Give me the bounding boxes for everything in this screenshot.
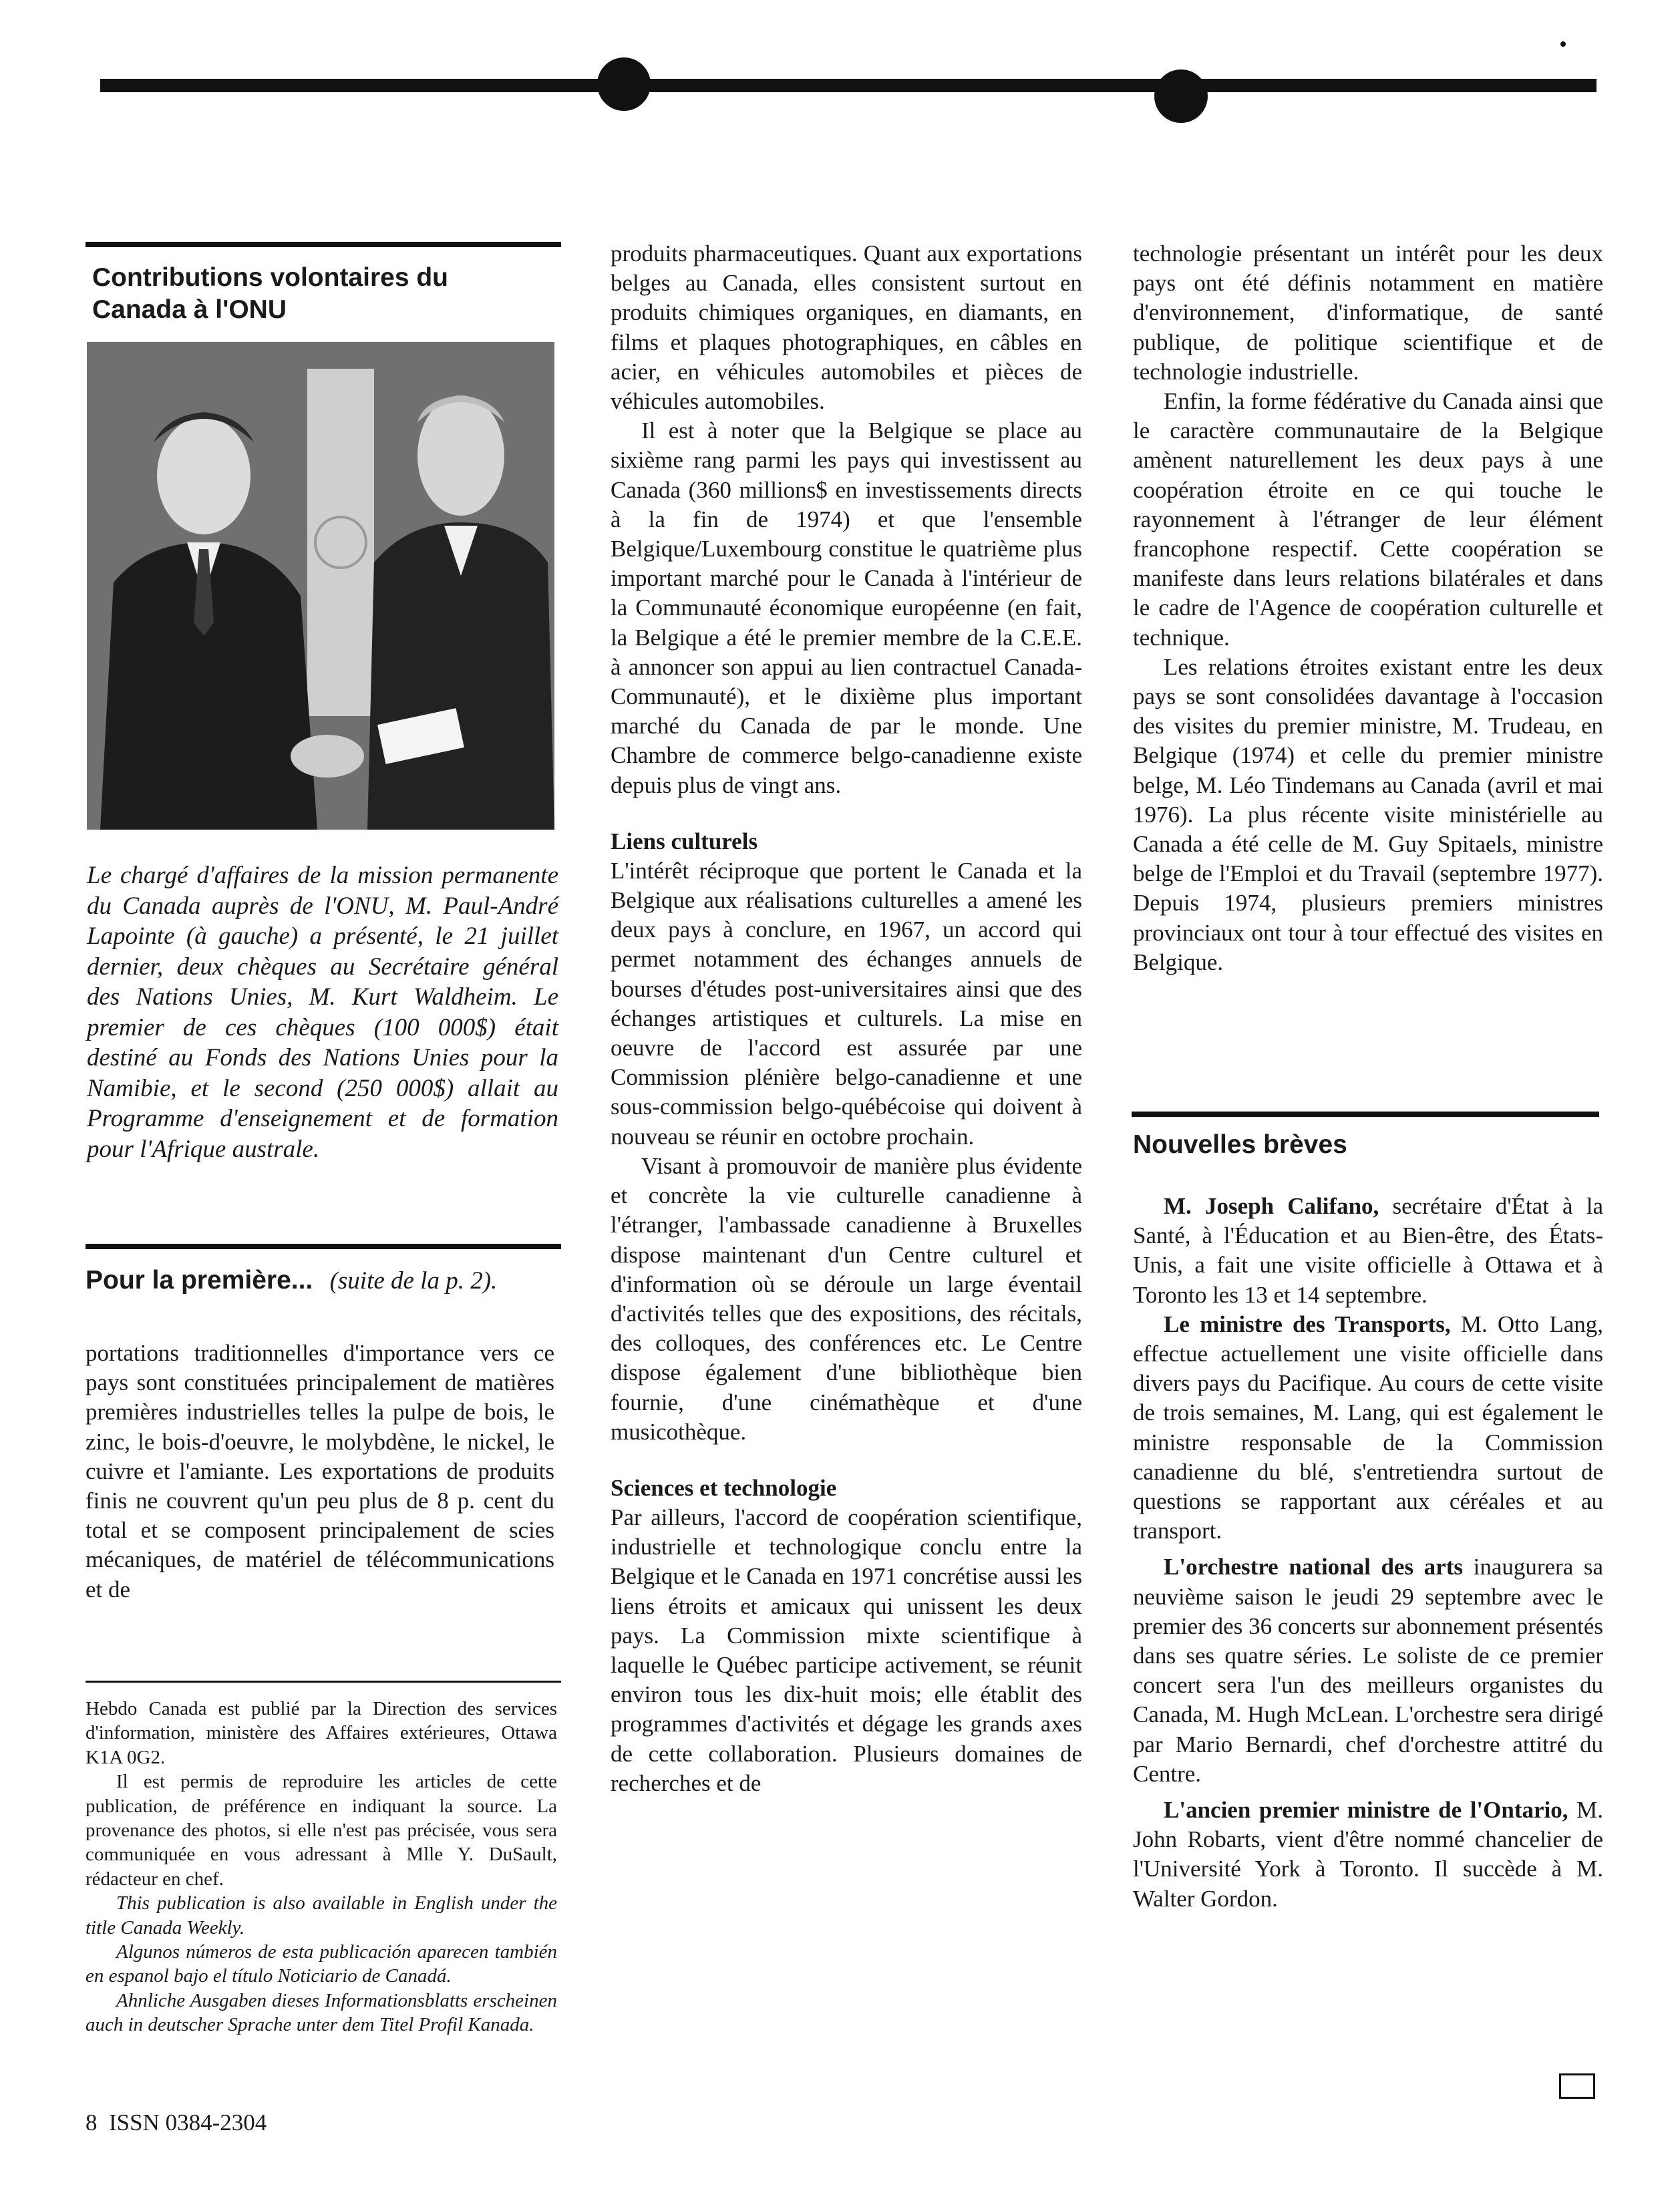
top-rule — [100, 79, 1597, 92]
continued-text: portations traditionnelles d'importance vers ce pays sont constituées principalement de matières premières industrielles telles la pulpe de bois, le zinc, le bois-d'oeuvre, le molybdène, le nickel, le cuivre et l'amiante. Les exportations de produits finis ne couvrent qu'un peu plus de 8 p. cent du total et se composent principalement de scies mécaniques, de matériel de télécommunications et de — [86, 1340, 554, 1602]
news-lead: Le ministre des Transports, — [1164, 1311, 1451, 1337]
middle-column — [611, 239, 1082, 1798]
continued-title: Pour la première... — [86, 1266, 313, 1295]
paragraph: Par ailleurs, l'accord de coopération scientifique, industrielle et technologique conclu entre la Belgique et le Canada en 1971 concrétise aussi les liens étroits et amicaux qui unissent les deux pays. La Commission mixte scientifique à laquelle le Québec participe activement, se réunit environ tous les dix-huit mois; elle établit des programmes d'activités et dégage les grands axes de cette collaboration. Plusieurs domaines de recherches et de — [611, 1504, 1082, 1796]
news-heading: Nouvelles brèves — [1133, 1130, 1347, 1159]
news-list — [1133, 1192, 1603, 1914]
news-photo — [87, 342, 554, 830]
paragraph: technologie présentant un intérêt pour les deux pays ont été définis notamment en matière d'environnement, d'informatique, de santé publique, de politique scientifique et de technologie industrielle. — [1133, 240, 1603, 385]
news-item — [1133, 1552, 1603, 1789]
section-heading: Liens culturels — [611, 828, 758, 854]
news-lead: L'orchestre national des arts — [1164, 1554, 1463, 1580]
paragraph: Enfin, la forme fédérative du Canada ainsi que le caractère communautaire de la Belgique amènent naturellement les deux pays à une coopération étroite en ce qui touche le rayonnement à l'étranger de leur élément francophone respectif. Cette coopération se manifeste dans leurs relations bilatérales et dans le cadre de l'Agence de coopération culturelle et technique. — [1133, 388, 1603, 651]
news-lead: L'ancien premier ministre de l'Ontario, — [1164, 1797, 1568, 1824]
news-item — [1133, 1192, 1603, 1310]
news-text: M. John Robarts, vient d'être nommé chancelier de l'Université York à Toronto. Il succède à M. Walter Gordon. — [1133, 1797, 1603, 1912]
news-item — [1133, 1310, 1603, 1546]
news-item — [1133, 1796, 1603, 1914]
colophon-line: This publication is also available in English under the title Canada Weekly. — [86, 1892, 557, 1938]
page-footer: 8 ISSN 0384-2304 — [86, 2109, 267, 2136]
section-rule — [86, 242, 561, 247]
paragraph: produits pharmaceutiques. Quant aux exportations belges au Canada, elles consistent surtout en produits chimiques organiques, en diamants, en films et plaques photographiques, en câbles en acier, en véhicules automobiles et pièces de véhicules automobiles. — [611, 240, 1082, 415]
paragraph: Les relations étroites existant entre les deux pays se sont consolidées davantage à l'occasion des visites du premier ministre, M. Trudeau, en Belgique (1974) et celle du premier ministre belge, M. Léo Tindemans au Canada (avril et mai 1976). La plus récente visite ministérielle au Canada a été celle de M. Guy Spitaels, ministre belge de l'Emploi et du Travail (septembre 1977). Depuis 1974, plusieurs premiers ministres provinciaux ont tour à tour effectué des visites en Belgique. — [1133, 653, 1603, 975]
contrib-title: Contributions volontaires du Canada à l'ONU — [92, 263, 448, 324]
paragraph: Il est à noter que la Belgique se place au sixième rang parmi les pays qui investissent au Canada (360 millions$ en investissements directs à la fin de 1974) et que l'ensemble Belgique/Luxembourg constitue le quatrième plus important marché pour le Canada à l'intérieur de la Communauté économique européenne (en fait, la Belgique a été le premier membre de la C.E.E. à annoncer son appui au lien contractuel Canada-Communauté), et le dixième plus important marché du Canada de par le monde. Une Chambre de commerce belgo-canadienne existe depuis plus de vingt ans. — [611, 417, 1082, 798]
speck — [1560, 41, 1566, 47]
news-text: inaugurera sa neuvième saison le jeudi 29 septembre avec le premier des 36 concerts sur abonnement présentés dans ses quatre séries. Le soliste de ce premier concert sera l'un des meilleurs organistes du Canada, M. Hugh McLean. L'orchestre sera dirigé par Mario Bernardi, chef d'orchestre attitré du Centre. — [1133, 1554, 1604, 1787]
news-text: secrétaire d'État à la Santé, à l'Éducation et au Bien-être, des États-Unis, a fait une visite officielle à Ottawa et à Toronto les 13 et 14 septembre. — [1133, 1193, 1604, 1308]
colophon-rule — [86, 1681, 561, 1683]
colophon-line: Algunos números de esta publicación aparecen también en espanol bajo el título Noticiario de Canadá. — [86, 1941, 557, 1987]
section-rule — [86, 1244, 561, 1249]
colophon-line: Il est permis de reproduire les articles de cette publication, de préférence en indiquant la source. La provenance des photos, si elle n'est pas précisée, vous sera communiquée en vous adressant à Mlle Y. DuSault, rédacteur en chef. — [86, 1771, 557, 1890]
right-column — [1133, 239, 1603, 977]
section-rule — [1132, 1112, 1599, 1117]
decorative-dot — [597, 57, 651, 111]
section-heading: Sciences et technologie — [611, 1474, 837, 1501]
colophon — [86, 1697, 557, 2037]
end-mark — [1559, 2073, 1595, 2099]
paragraph: Visant à promouvoir de manière plus évidente et concrète la vie culturelle canadienne à l'étranger, l'ambassade canadienne à Bruxelles dispose maintenant d'un Centre culturel et d'information où se déroule un large éventail d'activités telles que des expositions, des récitals, des colloques, des conférences etc. Le Centre dispose également d'une bibliothèque bien fournie, d'une cinémathèque et d'une musicothèque. — [611, 1152, 1082, 1445]
continued-ref: (suite de la p. 2). — [329, 1267, 498, 1295]
colophon-line: Hebdo Canada est publié par la Direction des services d'information, ministère des Affaires extérieures, Ottawa K1A 0G2. — [86, 1698, 557, 1768]
continued-heading — [86, 1265, 561, 1297]
decorative-dot — [1154, 69, 1208, 123]
news-text: M. Otto Lang, effectue actuellement une visite officielle dans divers pays du Pacifique. Au cours de cette visite de trois semaines, M. Lang, qui est également le ministre responsable de la Commission canadienne du blé, s'entretiendra surtout de questions se rapportant aux céréales et au transport. — [1133, 1311, 1603, 1544]
paragraph: L'intérêt réciproque que portent le Canada et la Belgique aux réalisations culturelles a amené les deux pays à conclure, en 1967, un accord qui permet notamment des échanges annuels de bourses d'études post-universitaires ainsi que des échanges artistiques et culturels. La mise en oeuvre de l'accord est assurée par une Commission plénière belgo-canadienne et une sous-commission belgo-québécoise qui doivent à nouveau se réunir en octobre prochain. — [611, 857, 1082, 1150]
photo-caption: Le chargé d'affaires de la mission permanente du Canada auprès de l'ONU, M. Paul-André Lapointe (à gauche) a présenté, le 21 juillet dernier, deux chèques au Secrétaire général des Nations Unies, M. Kurt Waldheim. Le premier de ces chèques (100 000$) était destiné au Fonds des Nations Unies pour la Namibie, et le second (250 000$) allait au Programme d'enseignement et de formation pour l'Afrique australe. — [87, 862, 558, 1163]
colophon-line: Ahnliche Ausgaben dieses Informationsblatts erscheinen auch in deutscher Sprache unter dem Titel Profil Kanada. — [86, 1989, 557, 2036]
news-lead: M. Joseph Califano, — [1164, 1193, 1379, 1219]
